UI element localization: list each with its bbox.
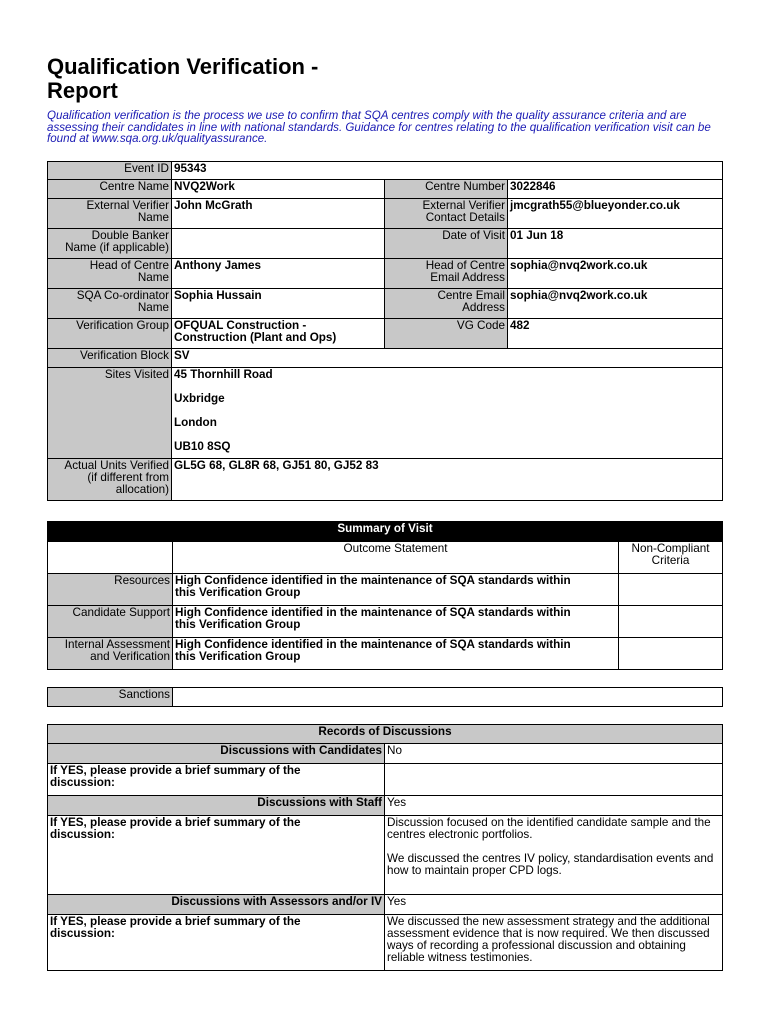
actual-units-label xyxy=(48,459,172,501)
summary-row-criteria xyxy=(619,574,723,606)
non-compliant-header xyxy=(619,542,723,574)
candidates-discussion-label: Discussions with Candidates xyxy=(48,744,385,764)
discussions-table xyxy=(47,724,723,971)
assessors-discussion-label: Discussions with Assessors and/or IV xyxy=(48,895,385,915)
sites-visited-label: Sites Visited xyxy=(48,368,172,459)
sqa-coord-label-line-2: Name xyxy=(137,301,169,314)
staff-summary-prompt xyxy=(48,816,385,895)
sanctions-value xyxy=(173,688,723,707)
centre-email-label xyxy=(385,289,508,319)
ev-contact-label-line-2: Contact Details xyxy=(425,211,505,224)
summary-row-label xyxy=(48,638,173,670)
summary-row-label xyxy=(48,606,173,638)
verification-group-label: Verification Group xyxy=(48,319,172,349)
staff-discussion-value: Yes xyxy=(385,796,723,816)
sites-visited-value xyxy=(172,368,723,459)
non-compliant-header-line-1: Non-Compliant xyxy=(631,542,710,555)
sqa-coordinator-value: Sophia Hussain xyxy=(172,289,385,319)
ev-name-label xyxy=(48,199,172,229)
discussions-heading: Records of Discussions xyxy=(48,725,723,744)
details-table xyxy=(47,161,723,501)
head-of-centre-email-value: sophia@nvq2work.co.uk xyxy=(508,259,723,289)
outcome-statement-header: Outcome Statement xyxy=(173,542,619,574)
summary-row-label-line-1: Internal Assessment xyxy=(64,638,170,651)
centre-number-label: Centre Number xyxy=(385,180,508,199)
site-address-line: London xyxy=(174,416,217,429)
outcome-line-1: High Confidence identified in the maintenance of SQA standards within xyxy=(175,606,571,619)
summary-table xyxy=(47,521,723,670)
outcome-line-1: High Confidence identified in the maintenance of SQA standards within xyxy=(175,638,571,651)
summary-row-outcome xyxy=(173,606,619,638)
head-email-label-line-2: Email Address xyxy=(430,271,505,284)
centre-email-value: sophia@nvq2work.co.uk xyxy=(508,289,723,319)
units-label-line-1: Actual Units Verified xyxy=(64,459,169,472)
summary-paragraph: Discussion focused on the identified candidate sample and the centres electronic portfolios. xyxy=(387,816,711,841)
candidates-summary-value xyxy=(385,764,723,796)
centre-name-value: NVQ2Work xyxy=(172,180,385,199)
double-banker-value xyxy=(172,229,385,259)
double-banker-label-line-1: Double Banker xyxy=(91,229,169,242)
summary-corner-cell xyxy=(48,542,173,574)
sanctions-label: Sanctions xyxy=(48,688,173,707)
centre-email-label-line-2: Address xyxy=(462,301,505,314)
sqa-coordinator-label xyxy=(48,289,172,319)
ev-contact-label xyxy=(385,199,508,229)
vg-code-value: 482 xyxy=(508,319,723,349)
actual-units-value: GL5G 68, GL8R 68, GJ51 80, GJ52 83 xyxy=(172,459,723,501)
non-compliant-header-line-2: Criteria xyxy=(651,554,690,567)
sanctions-table xyxy=(47,687,723,707)
double-banker-label xyxy=(48,229,172,259)
assessors-summary-value xyxy=(385,915,723,971)
verification-block-value: SV xyxy=(172,349,723,368)
site-address-line: UB10 8SQ xyxy=(174,440,231,453)
summary-prompt-line-2: discussion: xyxy=(50,776,115,789)
summary-row-label-line-1: Candidate Support xyxy=(72,606,170,619)
head-name-label-line-2: Name xyxy=(137,271,169,284)
date-of-visit-label: Date of Visit xyxy=(385,229,508,259)
summary-prompt-line-2: discussion: xyxy=(50,927,115,940)
ev-name-label-line-1: External Verifier xyxy=(86,199,169,212)
vg-code-label: VG Code xyxy=(385,319,508,349)
outcome-line-2: this Verification Group xyxy=(175,586,301,599)
centre-number-value: 3022846 xyxy=(508,180,723,199)
summary-paragraph: We discussed the centres IV policy, standardisation events and how to maintain proper CPD logs. xyxy=(387,852,714,877)
site-address-line: 45 Thornhill Road xyxy=(174,368,273,381)
outcome-line-1: High Confidence identified in the maintenance of SQA standards within xyxy=(175,574,571,587)
head-of-centre-name-value: Anthony James xyxy=(172,259,385,289)
double-banker-label-line-2: Name (if applicable) xyxy=(65,241,169,254)
summary-row-outcome xyxy=(173,574,619,606)
event-id-label: Event ID xyxy=(48,162,172,180)
summary-heading: Summary of Visit xyxy=(48,522,723,542)
outcome-line-2: this Verification Group xyxy=(175,618,301,631)
summary-row-label-line-2: and Verification xyxy=(90,650,170,663)
ev-contact-value: jmcgrath55@blueyonder.co.uk xyxy=(508,199,723,229)
sqa-coord-label-line-1: SQA Co-ordinator xyxy=(76,289,169,302)
report-title-line-2: Report xyxy=(47,78,118,103)
units-label-line-2: (if different from xyxy=(87,471,169,484)
summary-row-label xyxy=(48,574,173,606)
summary-row-criteria xyxy=(619,606,723,638)
summary-row-label-line-1: Resources xyxy=(114,574,170,587)
date-of-visit-value: 01 Jun 18 xyxy=(508,229,723,259)
candidates-summary-prompt xyxy=(48,764,385,796)
verification-group-value xyxy=(172,319,385,349)
report-title xyxy=(47,55,318,103)
intro-text: Qualification verification is the process we use to confirm that SQA centres comply with the quality assurance criteria and are assessing their candidates in line with national standards. Guidance for centres relating to the qualification verification visit can be found at www.sqa.org.uk/qualityassurance. xyxy=(47,109,711,145)
head-of-centre-email-label xyxy=(385,259,508,289)
centre-name-label: Centre Name xyxy=(48,180,172,199)
head-email-label-line-1: Head of Centre xyxy=(425,259,505,272)
summary-prompt-line-1: If YES, please provide a brief summary of the xyxy=(50,816,301,829)
units-label-line-3: allocation) xyxy=(115,483,169,496)
summary-prompt-line-2: discussion: xyxy=(50,828,115,841)
site-address-line: Uxbridge xyxy=(174,392,225,405)
ev-contact-label-line-1: External Verifier xyxy=(422,199,505,212)
ev-name-label-line-2: Name xyxy=(137,211,169,224)
staff-discussion-label: Discussions with Staff xyxy=(48,796,385,816)
staff-summary-value xyxy=(385,816,723,895)
centre-email-label-line-1: Centre Email xyxy=(437,289,505,302)
assessors-discussion-value: Yes xyxy=(385,895,723,915)
event-id-value: 95343 xyxy=(172,162,723,180)
summary-prompt-line-1: If YES, please provide a brief summary of the xyxy=(50,764,301,777)
verification-group-line-1: OFQUAL Construction - xyxy=(174,319,307,332)
summary-paragraph: We discussed the new assessment strategy and the additional assessment evidence that is now required. We then discussed ways of recording a professional discussion and obtaining reliable witness testimonies. xyxy=(387,915,710,964)
head-name-label-line-1: Head of Centre xyxy=(89,259,169,272)
summary-prompt-line-1: If YES, please provide a brief summary of the xyxy=(50,915,301,928)
outcome-line-2: this Verification Group xyxy=(175,650,301,663)
assessors-summary-prompt xyxy=(48,915,385,971)
verification-group-line-2: Construction (Plant and Ops) xyxy=(174,331,337,344)
report-title-line-1: Qualification Verification - xyxy=(47,54,319,79)
summary-row-criteria xyxy=(619,638,723,670)
head-of-centre-name-label xyxy=(48,259,172,289)
ev-name-value: John McGrath xyxy=(172,199,385,229)
summary-row-outcome xyxy=(173,638,619,670)
candidates-discussion-value: No xyxy=(385,744,723,764)
verification-block-label: Verification Block xyxy=(48,349,172,368)
